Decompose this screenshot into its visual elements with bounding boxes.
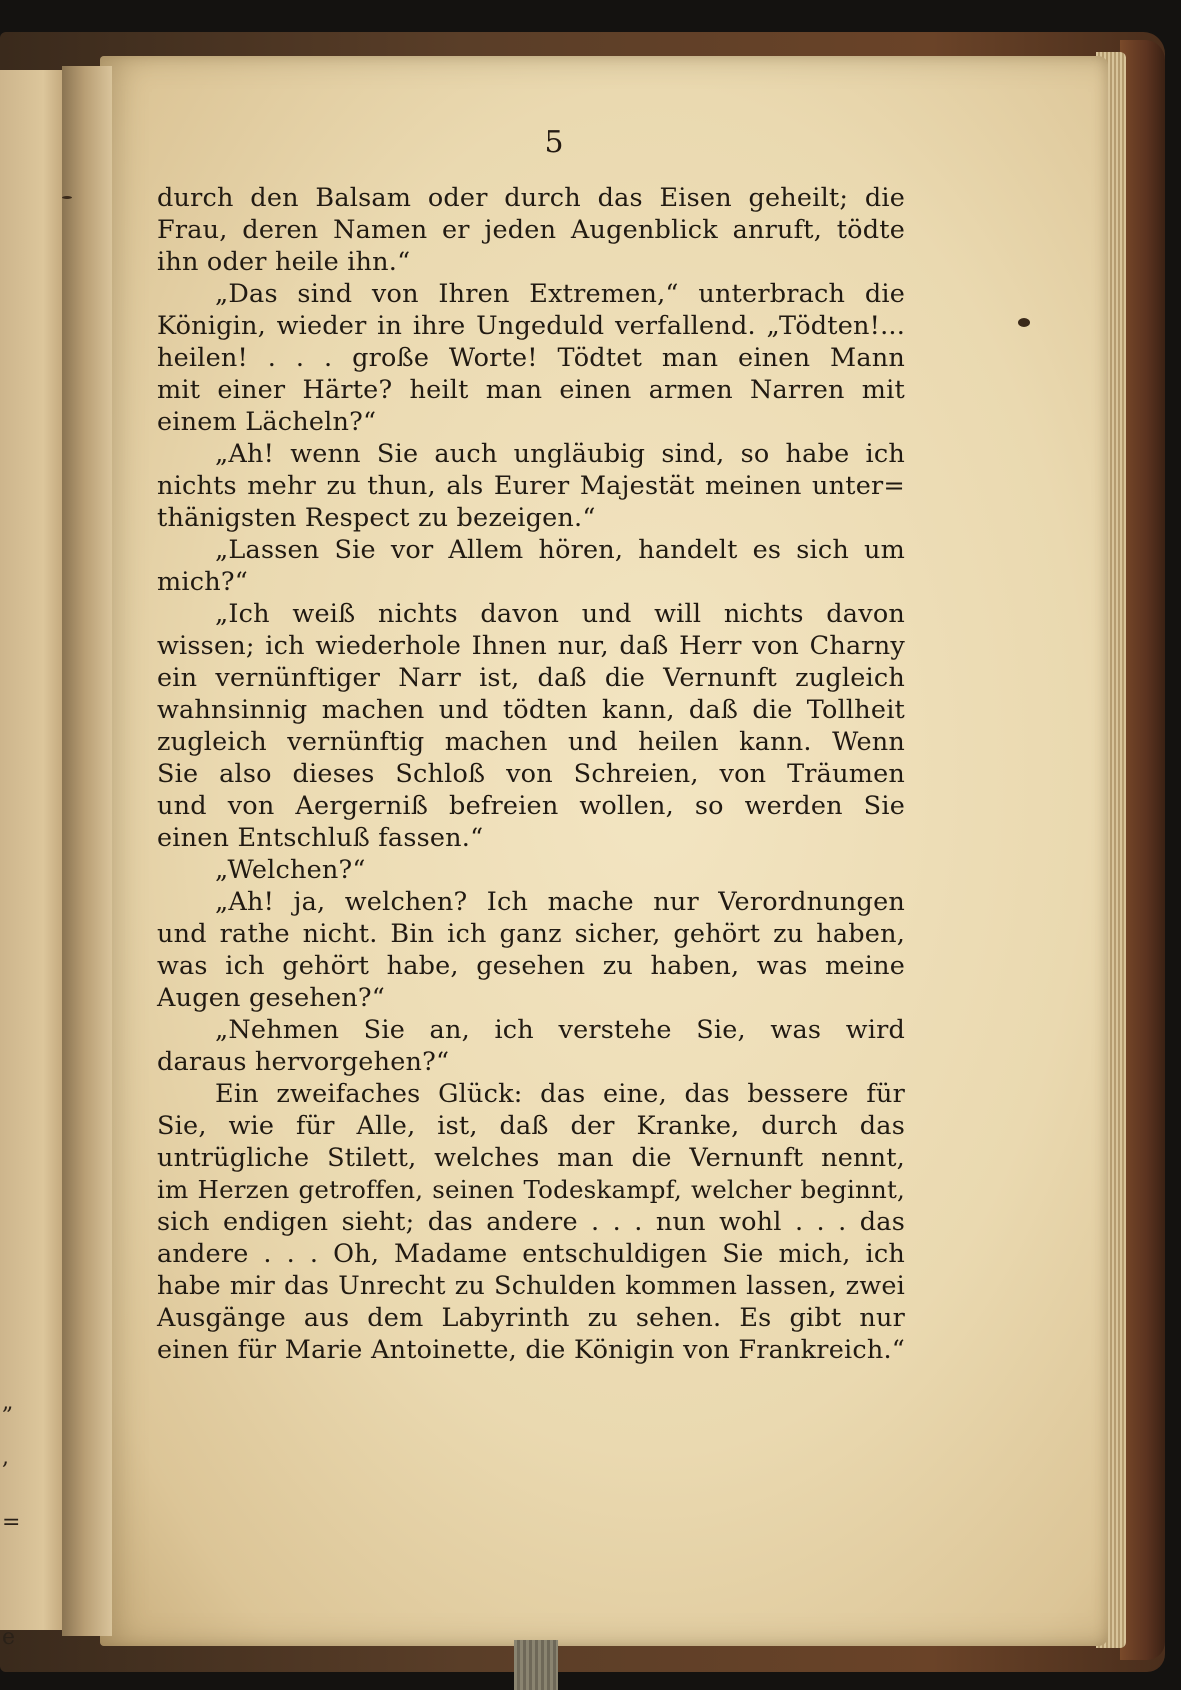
text-line: „Lassen Sie vor Allem hören, handelt es sich um <box>215 535 905 565</box>
text-line: Sie also dieses Schloß von Schreien, von Träumen <box>157 759 905 789</box>
text-line: und rathe nicht. Bin ich ganz sicher, gehört zu haben, <box>157 919 905 949</box>
previous-page-fragment: „ <box>2 1390 14 1415</box>
text-line: andere . . . Oh, Madame entschuldigen Sie mich, ich <box>157 1239 905 1269</box>
text-line: wahnsinnig machen und tödten kann, daß die Tollheit <box>157 695 905 725</box>
ink-speck <box>1018 318 1030 327</box>
text-line: im Herzen getroffen, seinen Todeskampf, welcher beginnt, <box>157 1175 905 1204</box>
text-line: Sie, wie für Alle, ist, daß der Kranke, durch das <box>157 1111 905 1141</box>
text-line: heilen! . . . große Worte! Tödtet man einen Mann <box>157 343 905 373</box>
text-line: Ein zweifaches Glück: das eine, das bessere für <box>215 1079 905 1109</box>
text-line: „Ich weiß nichts davon und will nichts davon <box>215 599 905 629</box>
text-line: untrügliche Stilett, welches man die Vernunft nennt, <box>157 1143 905 1173</box>
text-line: einen Entschluß fassen.“ <box>157 823 484 853</box>
text-line: durch den Balsam oder durch das Eisen geheilt; die <box>157 183 905 213</box>
text-line: ein vernünftiger Narr ist, daß die Vernunft zugleich <box>157 663 905 693</box>
previous-page-fragment: , <box>2 1445 9 1470</box>
text-line: Frau, deren Namen er jeden Augenblick anruft, tödte <box>157 215 905 245</box>
text-line: „Nehmen Sie an, ich verstehe Sie, was wird <box>215 1015 905 1045</box>
text-line: und von Aergerniß befreien wollen, so werden Sie <box>157 791 905 821</box>
text-line: Ausgänge aus dem Labyrinth zu sehen. Es gibt nur <box>157 1303 905 1333</box>
text-line: mich?“ <box>157 567 248 597</box>
text-line: „Ah! ja, welchen? Ich mache nur Verordnungen <box>215 887 905 917</box>
previous-page-fragment: = <box>2 1510 21 1535</box>
text-line: Königin, wieder in ihre Ungeduld verfallend. „Tödten!... <box>157 311 905 341</box>
page-number: 5 <box>544 125 564 160</box>
text-line: sich endigen sieht; das andere . . . nun wohl . . . das <box>157 1207 905 1237</box>
text-line: einen für Marie Antoinette, die Königin von Frankreich.“ <box>157 1335 905 1365</box>
text-line: „Welchen?“ <box>215 855 366 885</box>
ink-speck <box>62 196 72 199</box>
cover-edge <box>1120 40 1165 1660</box>
book-gutter <box>62 66 112 1636</box>
page-text <box>157 182 905 1366</box>
text-line: einem Lächeln?“ <box>157 407 377 437</box>
text-line: zugleich vernünftig machen und heilen kann. Wenn <box>157 727 905 757</box>
text-line: thänigsten Respect zu bezeigen.“ <box>157 503 596 533</box>
bookmark-ribbon <box>514 1640 558 1690</box>
previous-page-fragment: e <box>2 1625 16 1650</box>
text-line: Augen gesehen?“ <box>157 983 386 1013</box>
text-line: habe mir das Unrecht zu Schulden kommen lassen, zwei <box>157 1271 905 1301</box>
text-line: „Das sind von Ihren Extremen,“ unterbrach die <box>215 279 905 309</box>
text-line: daraus hervorgehen?“ <box>157 1047 450 1077</box>
text-line: nichts mehr zu thun, als Eurer Majestät meinen unter= <box>157 471 905 501</box>
text-line: was ich gehört habe, gesehen zu haben, was meine <box>157 951 905 981</box>
text-line: „Ah! wenn Sie auch ungläubig sind, so habe ich <box>215 439 905 469</box>
text-line: ihn oder heile ihn.“ <box>157 247 411 277</box>
text-line: wissen; ich wiederhole Ihnen nur, daß Herr von Charny <box>157 631 905 661</box>
text-line: mit einer Härte? heilt man einen armen Narren mit <box>157 375 905 405</box>
